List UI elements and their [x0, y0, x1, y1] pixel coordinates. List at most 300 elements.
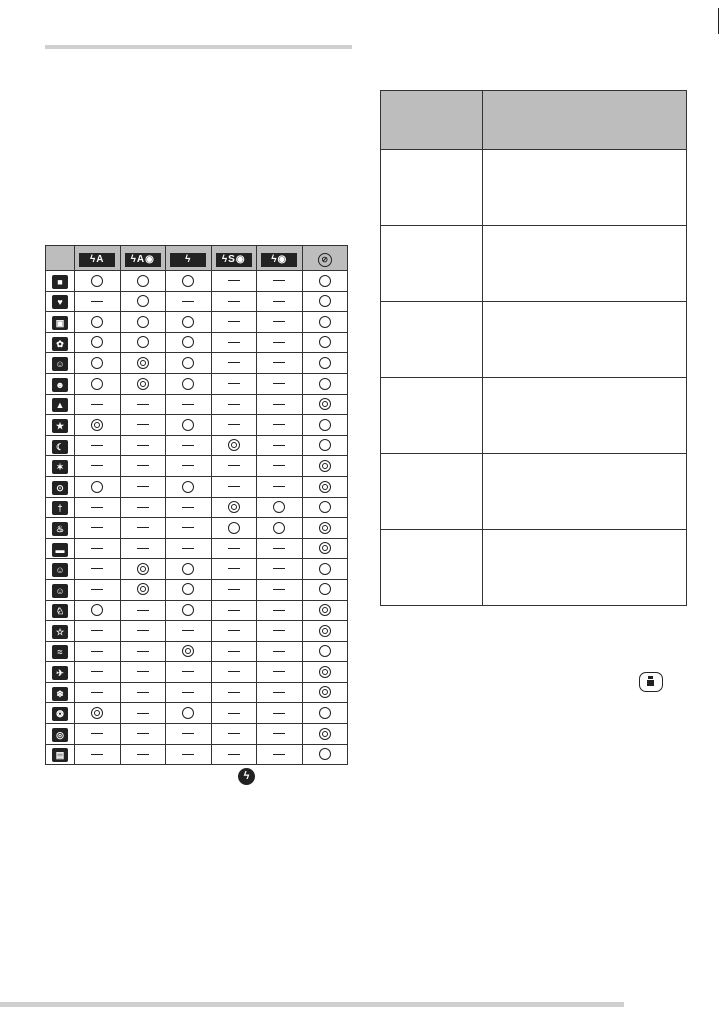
table-cell	[120, 641, 166, 662]
mode-cell	[46, 394, 75, 415]
default-mark	[319, 398, 331, 410]
available-mark	[319, 316, 331, 328]
table-row	[46, 579, 348, 600]
settings-row	[381, 454, 687, 530]
table-cell	[166, 435, 212, 456]
unavailable-mark	[273, 733, 285, 734]
table-row	[46, 312, 348, 333]
default-mark	[91, 419, 103, 431]
table-cell	[120, 744, 166, 765]
table-cell	[120, 373, 166, 394]
motion-picture-icon: ▤	[52, 748, 68, 762]
unavailable-mark	[137, 527, 149, 528]
table-cell	[257, 703, 303, 724]
available-mark	[182, 275, 194, 287]
default-mark	[319, 542, 331, 554]
table-row	[46, 538, 348, 559]
mode-cell	[46, 415, 75, 436]
table-cell	[302, 600, 348, 621]
unavailable-mark	[273, 651, 285, 652]
unavailable-mark	[273, 692, 285, 693]
unavailable-mark	[273, 280, 285, 281]
table-cell	[166, 353, 212, 374]
mode-cell	[46, 682, 75, 703]
available-mark	[319, 563, 331, 575]
available-mark	[91, 357, 103, 369]
table-cell	[257, 538, 303, 559]
mode-cell	[46, 291, 75, 312]
table-cell	[211, 312, 257, 333]
table-cell	[211, 415, 257, 436]
table-cell	[302, 415, 348, 436]
unavailable-mark	[91, 630, 103, 631]
table-cell	[257, 559, 303, 580]
available-mark	[91, 481, 103, 493]
mode-cell	[46, 600, 75, 621]
available-mark	[137, 316, 149, 328]
table-row	[46, 456, 348, 477]
unavailable-mark	[273, 713, 285, 714]
table-row	[46, 724, 348, 745]
mode-cell	[46, 271, 75, 292]
default-mark	[137, 563, 149, 575]
default-mark	[182, 645, 194, 657]
mode-cell	[46, 476, 75, 497]
unavailable-mark	[228, 610, 240, 611]
available-mark	[91, 378, 103, 390]
table-cell	[257, 291, 303, 312]
mode-cell	[46, 579, 75, 600]
unavailable-mark	[273, 754, 285, 755]
table-cell	[257, 373, 303, 394]
table-cell	[302, 579, 348, 600]
unavailable-mark	[91, 754, 103, 755]
table-cell	[166, 662, 212, 683]
flower-icon: ✿	[52, 337, 68, 351]
camera-icon	[639, 672, 663, 692]
table-cell	[75, 518, 121, 539]
available-mark	[319, 748, 331, 760]
default-mark	[228, 501, 240, 513]
table-cell	[211, 559, 257, 580]
mode-cell	[46, 456, 75, 477]
flash-off-icon: ⊘	[318, 253, 332, 267]
unavailable-mark	[137, 424, 149, 425]
table-cell	[75, 415, 121, 436]
available-mark	[319, 501, 331, 513]
unavailable-mark	[91, 445, 103, 446]
unavailable-mark	[91, 733, 103, 734]
table-row	[46, 662, 348, 683]
unavailable-mark	[91, 404, 103, 405]
unavailable-mark	[182, 548, 194, 549]
available-mark	[273, 501, 285, 513]
default-mark	[319, 481, 331, 493]
soft-skin-icon: ☻	[52, 378, 68, 392]
flash-slow-sync-red-eye-icon: ϟS◉	[216, 253, 252, 267]
unavailable-mark	[273, 301, 285, 302]
table-cell	[75, 271, 121, 292]
table-cell	[257, 497, 303, 518]
unavailable-mark	[137, 692, 149, 693]
table-cell	[120, 456, 166, 477]
unavailable-mark	[182, 404, 194, 405]
flash-icon: ϟ	[238, 768, 255, 785]
heart-icon: ♥	[52, 295, 68, 309]
available-mark	[137, 336, 149, 348]
available-mark	[182, 707, 194, 719]
mode-cell	[46, 744, 75, 765]
table-cell	[166, 271, 212, 292]
unavailable-mark	[228, 671, 240, 672]
available-mark	[319, 583, 331, 595]
table-cell	[75, 332, 121, 353]
settings-cell	[381, 226, 483, 302]
unavailable-mark	[182, 465, 194, 466]
table-cell	[75, 291, 121, 312]
baby1-icon: ☺	[52, 563, 68, 577]
settings-row	[381, 226, 687, 302]
table-row	[46, 621, 348, 642]
mode-cell	[46, 621, 75, 642]
mode-cell	[46, 641, 75, 662]
baby2-icon: ☺	[52, 584, 68, 598]
settings-cell	[381, 378, 483, 454]
table-cell	[211, 600, 257, 621]
table-cell	[211, 456, 257, 477]
available-mark	[182, 563, 194, 575]
table-row	[46, 271, 348, 292]
unavailable-mark	[273, 424, 285, 425]
table-cell	[257, 744, 303, 765]
table-row	[46, 600, 348, 621]
header-slow-sync-red-eye	[211, 246, 257, 271]
snow-icon: ❄	[52, 687, 68, 701]
table-cell	[257, 579, 303, 600]
mode-cell	[46, 662, 75, 683]
unavailable-mark	[228, 301, 240, 302]
table-cell	[75, 600, 121, 621]
available-mark	[319, 295, 331, 307]
table-cell	[166, 703, 212, 724]
camera-auto-icon: ▣	[52, 316, 68, 330]
high-speed-burst-icon: ◎	[52, 728, 68, 742]
unavailable-mark	[228, 548, 240, 549]
header-forced-on	[166, 246, 212, 271]
table-cell	[120, 703, 166, 724]
table-cell	[211, 435, 257, 456]
table-cell	[302, 621, 348, 642]
table-cell	[211, 682, 257, 703]
table-cell	[257, 682, 303, 703]
unavailable-mark	[273, 548, 285, 549]
header-auto	[75, 246, 121, 271]
available-mark	[319, 378, 331, 390]
table-row	[46, 497, 348, 518]
table-cell	[75, 373, 121, 394]
available-mark	[91, 275, 103, 287]
table-cell	[211, 703, 257, 724]
beach-icon: ≈	[52, 645, 68, 659]
table-cell	[166, 641, 212, 662]
table-cell	[166, 373, 212, 394]
table-cell	[257, 724, 303, 745]
unavailable-mark	[228, 486, 240, 487]
settings-row	[381, 150, 687, 226]
table-cell	[302, 271, 348, 292]
unavailable-mark	[228, 280, 240, 281]
default-mark	[137, 378, 149, 390]
unavailable-mark	[228, 383, 240, 384]
table-cell	[211, 641, 257, 662]
flash-auto-icon: ϟA	[79, 253, 115, 267]
unavailable-mark	[228, 465, 240, 466]
camera-icon: ■	[52, 275, 68, 289]
table-cell	[120, 559, 166, 580]
table-cell	[211, 518, 257, 539]
default-mark	[319, 666, 331, 678]
mode-cell	[46, 559, 75, 580]
table-row	[46, 518, 348, 539]
settings-row	[381, 530, 687, 606]
flash-forced-on-icon: ϟ	[170, 253, 206, 267]
aerial-icon: ✈	[52, 666, 68, 680]
default-mark	[137, 357, 149, 369]
table-row	[46, 332, 348, 353]
unavailable-mark	[137, 507, 149, 508]
available-mark	[91, 316, 103, 328]
available-mark	[182, 419, 194, 431]
table-cell	[166, 497, 212, 518]
unavailable-mark	[273, 465, 285, 466]
table-cell	[120, 518, 166, 539]
default-mark	[228, 439, 240, 451]
table-cell	[257, 415, 303, 436]
footer-rule	[0, 1002, 624, 1007]
scenery-icon: ▲	[52, 398, 68, 412]
mode-cell	[46, 312, 75, 333]
unavailable-mark	[228, 362, 240, 363]
unavailable-mark	[91, 527, 103, 528]
settings-header-cell-1	[381, 91, 483, 150]
table-cell	[302, 373, 348, 394]
available-mark	[319, 645, 331, 657]
available-mark	[228, 522, 240, 534]
table-cell	[75, 394, 121, 415]
available-mark	[182, 378, 194, 390]
unavailable-mark	[137, 445, 149, 446]
table-cell	[302, 682, 348, 703]
mode-cell	[46, 538, 75, 559]
table-cell	[302, 662, 348, 683]
settings-cell	[483, 530, 687, 606]
table-cell	[120, 538, 166, 559]
available-mark	[319, 357, 331, 369]
table-cell	[120, 621, 166, 642]
table-cell	[257, 312, 303, 333]
unavailable-mark	[228, 568, 240, 569]
table-cell	[302, 724, 348, 745]
table-cell	[257, 662, 303, 683]
table-cell	[75, 724, 121, 745]
table-cell	[75, 703, 121, 724]
table-cell	[120, 600, 166, 621]
night-portrait-icon: ☾	[52, 440, 68, 454]
table-cell	[302, 456, 348, 477]
table-cell	[211, 373, 257, 394]
available-mark	[319, 439, 331, 451]
unavailable-mark	[137, 548, 149, 549]
table-cell	[166, 600, 212, 621]
available-mark	[91, 336, 103, 348]
table-row	[46, 435, 348, 456]
default-mark	[319, 522, 331, 534]
table-cell	[211, 538, 257, 559]
table-cell	[211, 271, 257, 292]
unavailable-mark	[273, 589, 285, 590]
unavailable-mark	[182, 301, 194, 302]
unavailable-mark	[91, 671, 103, 672]
table-cell	[75, 662, 121, 683]
settings-cell	[381, 454, 483, 530]
table-row	[46, 682, 348, 703]
table-corner-cell	[46, 246, 75, 271]
table-cell	[75, 641, 121, 662]
settings-cell	[483, 454, 687, 530]
settings-cell	[483, 302, 687, 378]
settings-table	[380, 90, 687, 606]
table-row	[46, 373, 348, 394]
available-mark	[91, 604, 103, 616]
table-row	[46, 394, 348, 415]
table-cell	[257, 435, 303, 456]
flash-table-header-row	[46, 246, 348, 271]
sunset-icon: ▬	[52, 543, 68, 557]
header-auto-red-eye	[120, 246, 166, 271]
unavailable-mark	[228, 424, 240, 425]
table-cell	[166, 456, 212, 477]
unavailable-mark	[228, 733, 240, 734]
unavailable-mark	[91, 651, 103, 652]
unavailable-mark	[273, 486, 285, 487]
mode-cell	[46, 497, 75, 518]
table-cell	[257, 394, 303, 415]
unavailable-mark	[137, 733, 149, 734]
table-cell	[75, 456, 121, 477]
header-forced-red-eye	[257, 246, 303, 271]
table-cell	[75, 497, 121, 518]
table-cell	[211, 724, 257, 745]
available-mark	[319, 419, 331, 431]
unavailable-mark	[228, 692, 240, 693]
settings-row	[381, 302, 687, 378]
unavailable-mark	[137, 465, 149, 466]
available-mark	[182, 336, 194, 348]
unavailable-mark	[91, 301, 103, 302]
table-cell	[120, 332, 166, 353]
unavailable-mark	[91, 507, 103, 508]
table-cell	[302, 353, 348, 374]
table-cell	[120, 271, 166, 292]
table-cell	[257, 600, 303, 621]
unavailable-mark	[273, 362, 285, 363]
unavailable-mark	[137, 630, 149, 631]
table-cell	[120, 435, 166, 456]
table-cell	[166, 682, 212, 703]
table-cell	[302, 291, 348, 312]
table-cell	[120, 724, 166, 745]
available-mark	[273, 522, 285, 534]
unavailable-mark	[182, 507, 194, 508]
party-icon: †	[52, 501, 68, 515]
unavailable-mark	[182, 445, 194, 446]
unavailable-mark	[91, 692, 103, 693]
table-cell	[211, 332, 257, 353]
unavailable-mark	[228, 321, 240, 322]
settings-row	[381, 378, 687, 454]
default-mark	[319, 728, 331, 740]
unavailable-mark	[182, 754, 194, 755]
unavailable-mark	[228, 754, 240, 755]
starry-sky-icon: ☆	[52, 625, 68, 639]
mode-cell	[46, 373, 75, 394]
table-cell	[211, 579, 257, 600]
table-cell	[211, 497, 257, 518]
table-cell	[120, 291, 166, 312]
table-cell	[75, 538, 121, 559]
mode-cell	[46, 353, 75, 374]
table-cell	[302, 703, 348, 724]
unavailable-mark	[137, 713, 149, 714]
flash-auto-red-eye-icon: ϟA◉	[125, 253, 161, 267]
table-row	[46, 641, 348, 662]
unavailable-mark	[228, 651, 240, 652]
default-mark	[319, 686, 331, 698]
unavailable-mark	[182, 630, 194, 631]
unavailable-mark	[91, 548, 103, 549]
table-cell	[166, 312, 212, 333]
settings-cell	[483, 226, 687, 302]
table-cell	[302, 312, 348, 333]
table-cell	[166, 291, 212, 312]
table-cell	[302, 497, 348, 518]
unavailable-mark	[182, 733, 194, 734]
table-cell	[75, 579, 121, 600]
table-cell	[166, 415, 212, 436]
mode-cell	[46, 518, 75, 539]
flash-forced-red-eye-icon: ϟ◉	[261, 253, 297, 267]
table-cell	[302, 435, 348, 456]
candle-light-icon: ♨	[52, 522, 68, 536]
table-cell	[302, 332, 348, 353]
available-mark	[319, 707, 331, 719]
default-mark	[319, 604, 331, 616]
table-cell	[302, 394, 348, 415]
table-row	[46, 476, 348, 497]
table-cell	[211, 744, 257, 765]
table-cell	[302, 518, 348, 539]
unavailable-mark	[273, 610, 285, 611]
portrait-icon: ☺	[52, 357, 68, 371]
underwater-icon: ❂	[52, 707, 68, 721]
unavailable-mark	[228, 713, 240, 714]
available-mark	[137, 295, 149, 307]
table-cell	[120, 353, 166, 374]
table-cell	[166, 332, 212, 353]
default-mark	[319, 460, 331, 472]
table-cell	[211, 394, 257, 415]
table-row	[46, 559, 348, 580]
